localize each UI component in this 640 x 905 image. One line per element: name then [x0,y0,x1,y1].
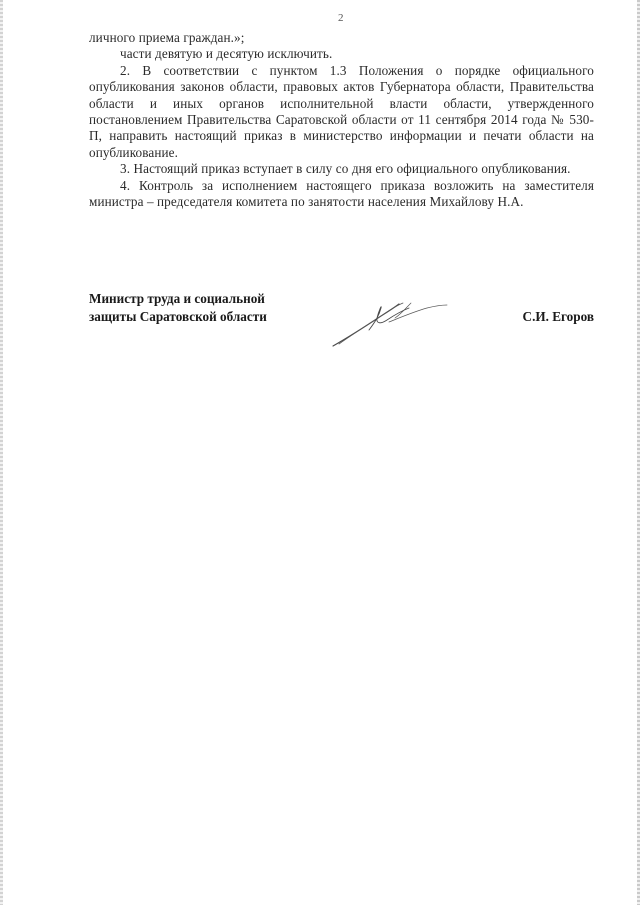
paragraph-continuation: личного приема граждан.»; [89,30,245,45]
handwritten-signature [329,294,449,350]
scan-edge-left [0,0,3,905]
paragraph-item-3: 3. Настоящий приказ вступает в силу со дня его официального опубликования. [120,161,571,177]
signatory-position [89,290,267,326]
signatory-position-line-2: защиты Саратовской области [89,309,267,324]
signature-block [89,290,594,350]
signatory-position-line-1: Министр труда и социальной [89,291,265,306]
signatory-name: С.И. Егоров [522,309,594,324]
paragraph-item-4: 4. Контроль за исполнением настоящего приказа возложить на заместителя министра – председателя комитета по занятости населения Михайлову Н.А. [89,177,594,210]
page-number: 2 [338,12,344,24]
paragraph-parts-excluded: части девятую и десятую исключить. [120,46,333,62]
paragraph-item-2: 2. В соответствии с пунктом 1.3 Положения о порядке официального опубликования законов области, правовых актов Губернатора области, Правительства области и иных органов исполнительной власти области, утвержденного постановлением Правительства Саратовской области от 11 сентября 2014 года № 530-П, направить настоящий приказ в министерство информации и печати области на опубликование. [89,62,594,160]
document-body [89,30,594,210]
